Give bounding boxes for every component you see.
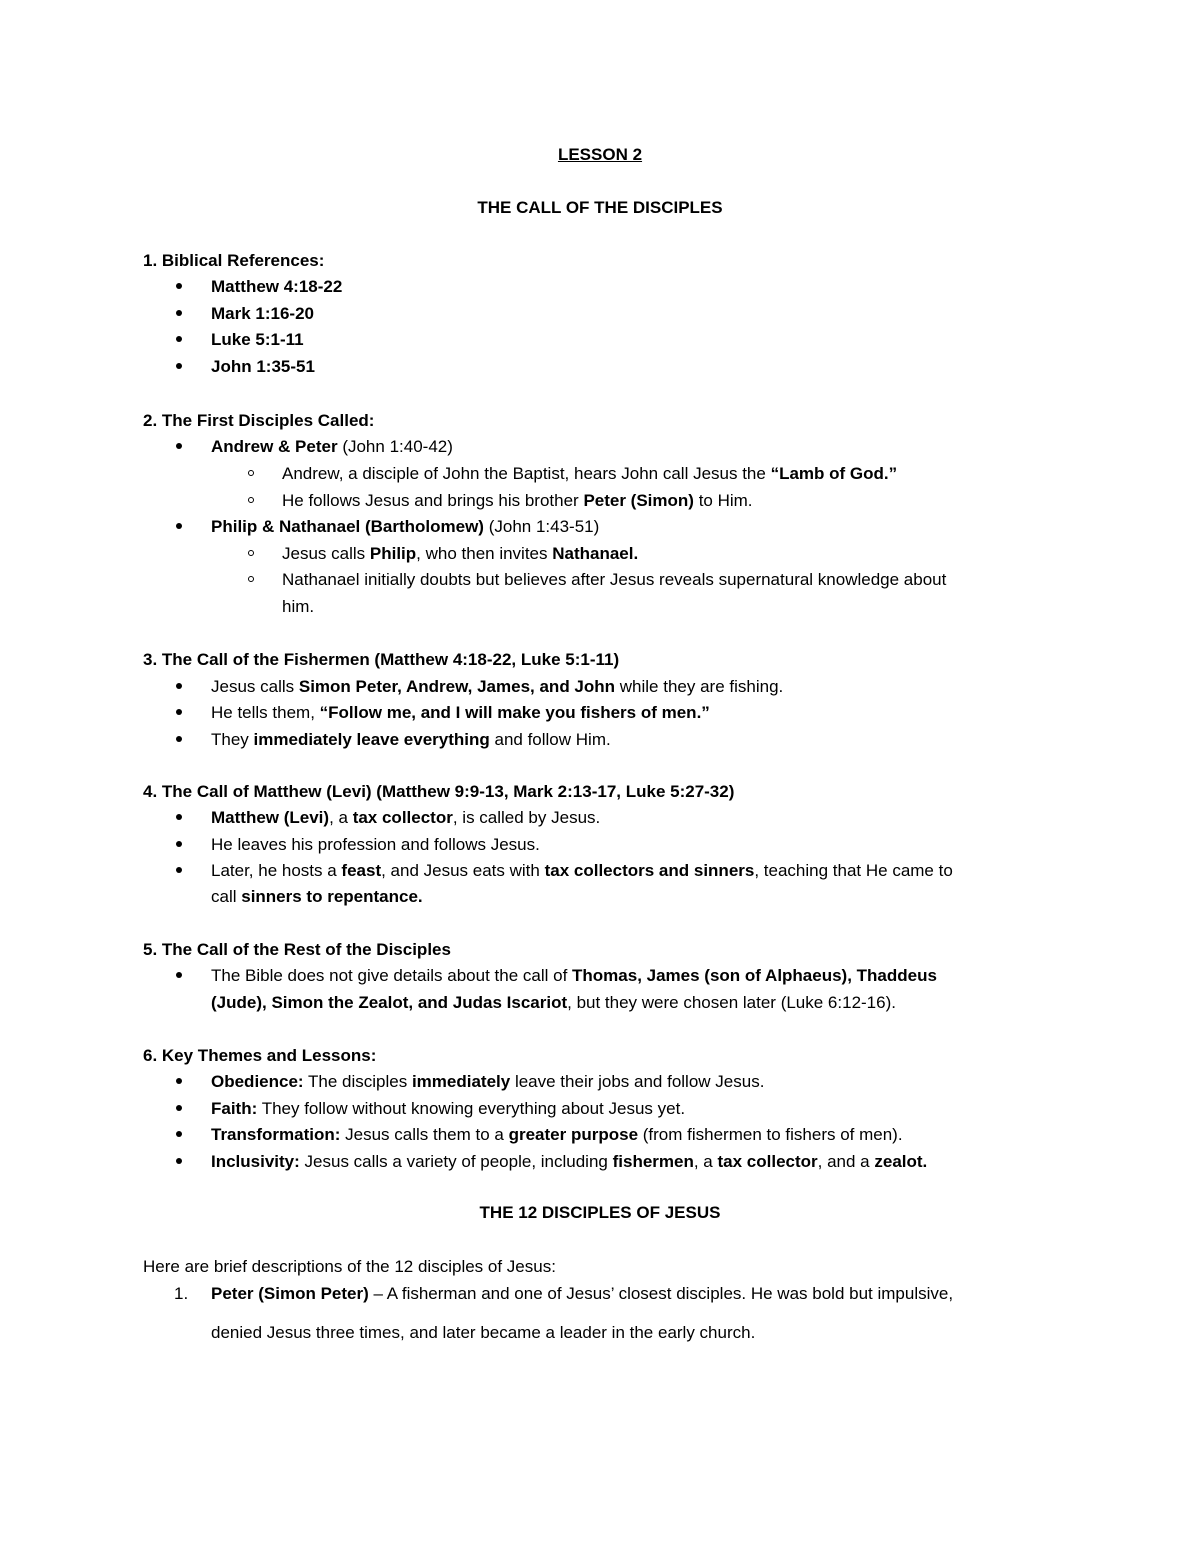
reference-item: Matthew 4:18-22 — [211, 277, 343, 296]
disciple-item: Peter (Simon Peter) – A fisherman and one of Jesus’ closest disciples. He was bold but impulsive, — [211, 1284, 954, 1303]
twelve-intro: Here are brief descriptions of the 12 disciples of Jesus: — [143, 1257, 556, 1276]
list-item-continued: (Jude), Simon the Zealot, and Judas Iscariot, but they were chosen later (Luke 6:12-16). — [211, 993, 896, 1012]
list-item-continued: call sinners to repentance. — [211, 887, 423, 906]
bullet-icon — [176, 709, 182, 715]
lesson-title: LESSON 2 — [557, 145, 643, 164]
disciple-item-continued: denied Jesus three times, and later became a leader in the early church. — [211, 1323, 756, 1342]
circle-bullet-icon — [248, 470, 254, 476]
list-item: Matthew (Levi), a tax collector, is called by Jesus. — [211, 808, 601, 827]
section-6-heading: 6. Key Themes and Lessons: — [143, 1046, 377, 1065]
list-subitem-continued: him. — [282, 597, 315, 616]
section-5-heading: 5. The Call of the Rest of the Disciples — [143, 940, 451, 959]
bullet-icon — [176, 283, 182, 289]
bullet-icon — [176, 972, 182, 978]
circle-bullet-icon — [248, 576, 254, 582]
section-4-heading: 4. The Call of Matthew (Levi) (Matthew 9:9-13, Mark 2:13-17, Luke 5:27-32) — [143, 782, 735, 801]
main-title: THE CALL OF THE DISCIPLES — [477, 198, 723, 217]
bullet-icon — [176, 683, 182, 689]
list-item: Obedience: The disciples immediately leave their jobs and follow Jesus. — [211, 1072, 765, 1091]
section-1-heading: 1. Biblical References: — [143, 251, 325, 270]
circle-bullet-icon — [248, 550, 254, 556]
reference-item: Mark 1:16-20 — [211, 304, 315, 323]
list-item: The Bible does not give details about the call of Thomas, James (son of Alphaeus), Thaddeus — [211, 966, 937, 985]
list-item: Faith: They follow without knowing everything about Jesus yet. — [211, 1099, 686, 1118]
list-subitem: Jesus calls Philip, who then invites Nathanael. — [282, 544, 639, 563]
section-3-heading: 3. The Call of the Fishermen (Matthew 4:18-22, Luke 5:1-11) — [143, 650, 620, 669]
list-subitem: Andrew, a disciple of John the Baptist, hears John call Jesus the “Lamb of God.” — [282, 464, 898, 483]
bullet-icon — [176, 336, 182, 342]
list-item: He tells them, “Follow me, and I will make you fishers of men.” — [211, 703, 710, 722]
list-item: Philip & Nathanael (Bartholomew) (John 1:43-51) — [211, 517, 600, 536]
list-item: Later, he hosts a feast, and Jesus eats with tax collectors and sinners, teaching that He came to — [211, 861, 953, 880]
list-item: Transformation: Jesus calls them to a greater purpose (from fishermen to fishers of men). — [211, 1125, 903, 1144]
list-number: 1. — [174, 1284, 189, 1303]
bullet-icon — [176, 1131, 182, 1137]
bullet-icon — [176, 867, 182, 873]
list-item: Jesus calls Simon Peter, Andrew, James, and John while they are fishing. — [211, 677, 784, 696]
bullet-icon — [176, 363, 182, 369]
circle-bullet-icon — [248, 497, 254, 503]
list-item: He leaves his profession and follows Jesus. — [211, 835, 540, 854]
list-subitem: He follows Jesus and brings his brother Peter (Simon) to Him. — [282, 491, 753, 510]
section-2-heading: 2. The First Disciples Called: — [143, 411, 375, 430]
bullet-icon — [176, 1078, 182, 1084]
list-item: Andrew & Peter (John 1:40-42) — [211, 437, 453, 456]
bullet-icon — [176, 736, 182, 742]
reference-item: John 1:35-51 — [211, 357, 315, 376]
bullet-icon — [176, 1158, 182, 1164]
bullet-icon — [176, 814, 182, 820]
bullet-icon — [176, 841, 182, 847]
bullet-icon — [176, 1105, 182, 1111]
twelve-disciples-heading: THE 12 DISCIPLES OF JESUS — [479, 1203, 721, 1222]
list-item: They immediately leave everything and follow Him. — [211, 730, 611, 749]
bullet-icon — [176, 310, 182, 316]
bullet-icon — [176, 523, 182, 529]
list-subitem: Nathanael initially doubts but believes after Jesus reveals supernatural knowledge about — [282, 570, 947, 589]
bullet-icon — [176, 443, 182, 449]
reference-item: Luke 5:1-11 — [211, 330, 304, 349]
list-item: Inclusivity: Jesus calls a variety of people, including fishermen, a tax collector, and a zealot. — [211, 1152, 928, 1171]
